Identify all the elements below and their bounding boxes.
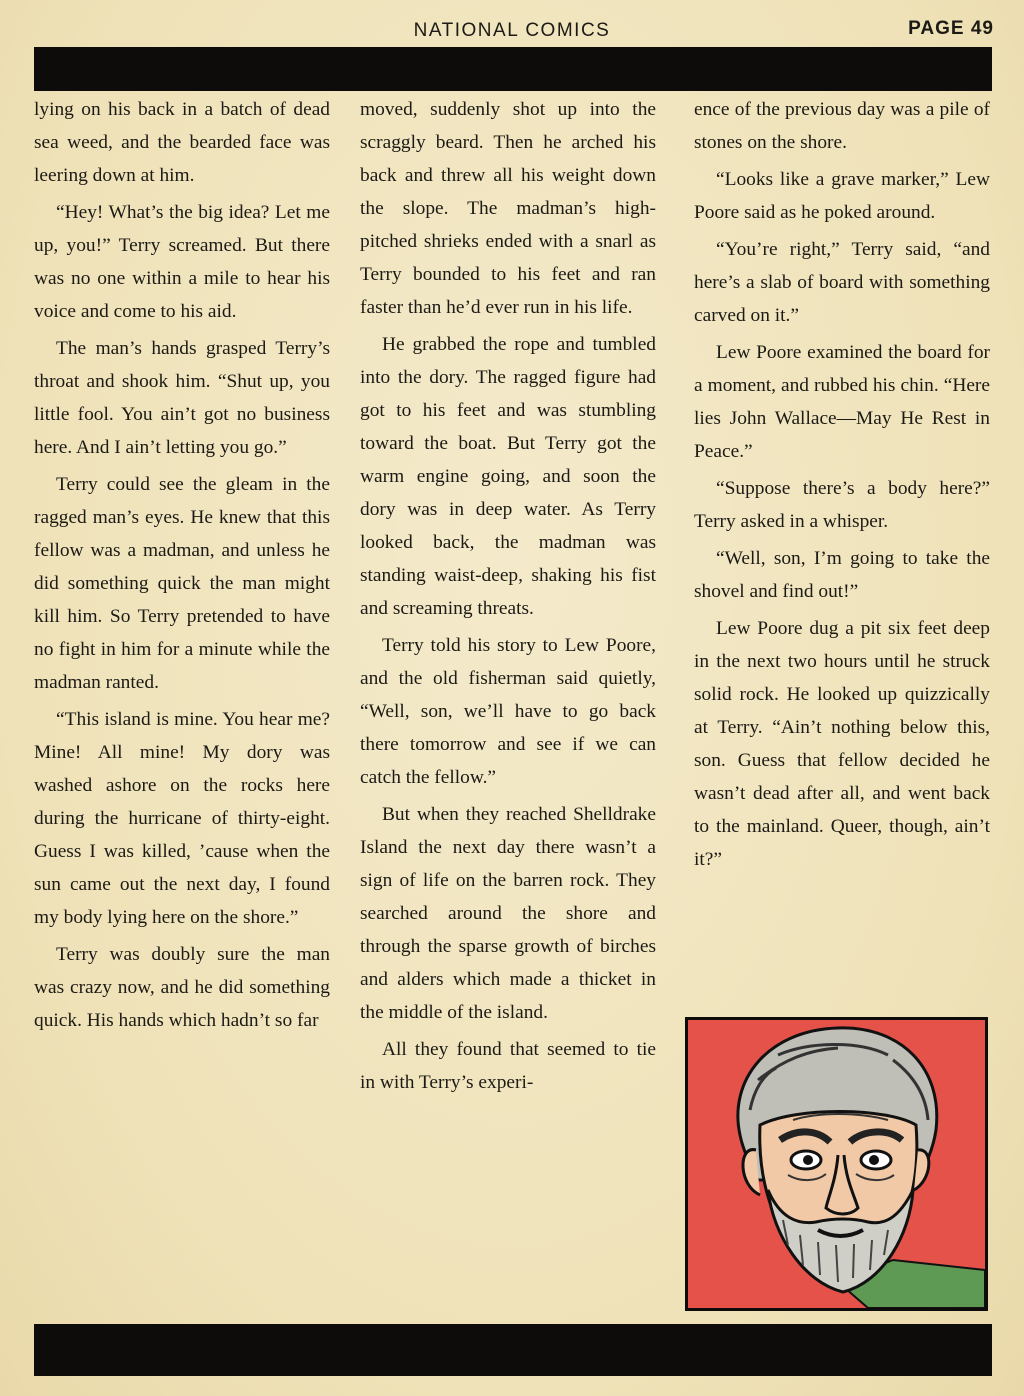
paragraph: ence of the previous day was a pile of stones on the shore. xyxy=(694,99,990,153)
paragraph: lying on his back in a batch of dead sea weed, and the bearded face was leering down at him. xyxy=(34,99,330,186)
paragraph: Lew Poore examined the board for a moment, and rubbed his chin. “Here lies John Wallace—May He Rest in Peace.” xyxy=(694,342,990,462)
text-column-2 xyxy=(360,93,656,1103)
paragraph: “Hey! What’s the big idea? Let me up, you!” Terry screamed. But there was no one within a mile to hear his voice and come to his aid. xyxy=(34,202,330,322)
bearded-man-illustration xyxy=(685,1017,988,1311)
paragraph: He grabbed the rope and tumbled into the dory. The ragged figure had got to his feet and was stumbling toward the boat. But Terry got the warm engine going, and soon the dory was in deep water. As Terry looked back, the madman was standing waist-deep, shaking his fist and screaming threats. xyxy=(360,334,656,619)
paragraph: “You’re right,” Terry said, “and here’s a slab of board with something carved on it.” xyxy=(694,239,990,326)
paragraph: moved, suddenly shot up into the scraggly beard. Then he arched his back and threw all his weight down the slope. The madman’s high-pitched shrieks ended with a snarl as Terry bounded to his feet and ran faster than he’d ever run in his life. xyxy=(360,99,656,318)
paragraph: Terry told his story to Lew Poore, and the old fisherman said quietly, “Well, son, we’ll have to go back there tomorrow and see if we can catch the fellow.” xyxy=(360,635,656,788)
text-column-3 xyxy=(694,93,990,880)
paragraph: “Well, son, I’m going to take the shovel and find out!” xyxy=(694,548,990,602)
paragraph: “This island is mine. You hear me? Mine! All mine! My dory was washed ashore on the rocks here during the hurricane of thirty-eight. Guess I was killed, ’cause when the sun came out the next day, I found my body lying here on the shore.” xyxy=(34,709,330,928)
paragraph: Terry could see the gleam in the ragged man’s eyes. He knew that this fellow was a madman, and unless he did something quick the man might kill him. So Terry pretended to have no fight in him for a minute while the madman ranted. xyxy=(34,474,330,693)
paragraph: “Looks like a grave marker,” Lew Poore said as he poked around. xyxy=(694,169,990,223)
page-number: PAGE 49 xyxy=(908,18,994,39)
paragraph: Lew Poore dug a pit six feet deep in the next two hours until he struck solid rock. He looked up quizzically at Terry. “Ain’t nothing below this, son. Guess that fellow decided he wasn’t dead after all, and went back to the mainland. Queer, though, ain’t it?” xyxy=(694,618,990,870)
paragraph: The man’s hands grasped Terry’s throat and shook him. “Shut up, you little fool. You ain’t got no business here. And I ain’t letting you go.” xyxy=(34,338,330,458)
text-column-1 xyxy=(34,93,330,1041)
bottom-black-bar xyxy=(34,1324,992,1376)
paragraph: All they found that seemed to tie in with Terry’s experi- xyxy=(360,1039,656,1093)
paragraph: But when they reached Shelldrake Island the next day there wasn’t a sign of life on the barren rock. They searched around the shore and through the sparse growth of birches and alders which made a thicket in the middle of the island. xyxy=(360,804,656,1023)
magazine-title: NATIONAL COMICS xyxy=(413,20,611,41)
top-black-bar xyxy=(34,47,992,91)
paragraph: “Suppose there’s a body here?” Terry asked in a whisper. xyxy=(694,478,990,532)
page-header xyxy=(0,14,1024,48)
paragraph: Terry was doubly sure the man was crazy now, and he did something quick. His hands which hadn’t so far xyxy=(34,944,330,1031)
bearded-old-man-portrait-icon xyxy=(688,1020,985,1308)
